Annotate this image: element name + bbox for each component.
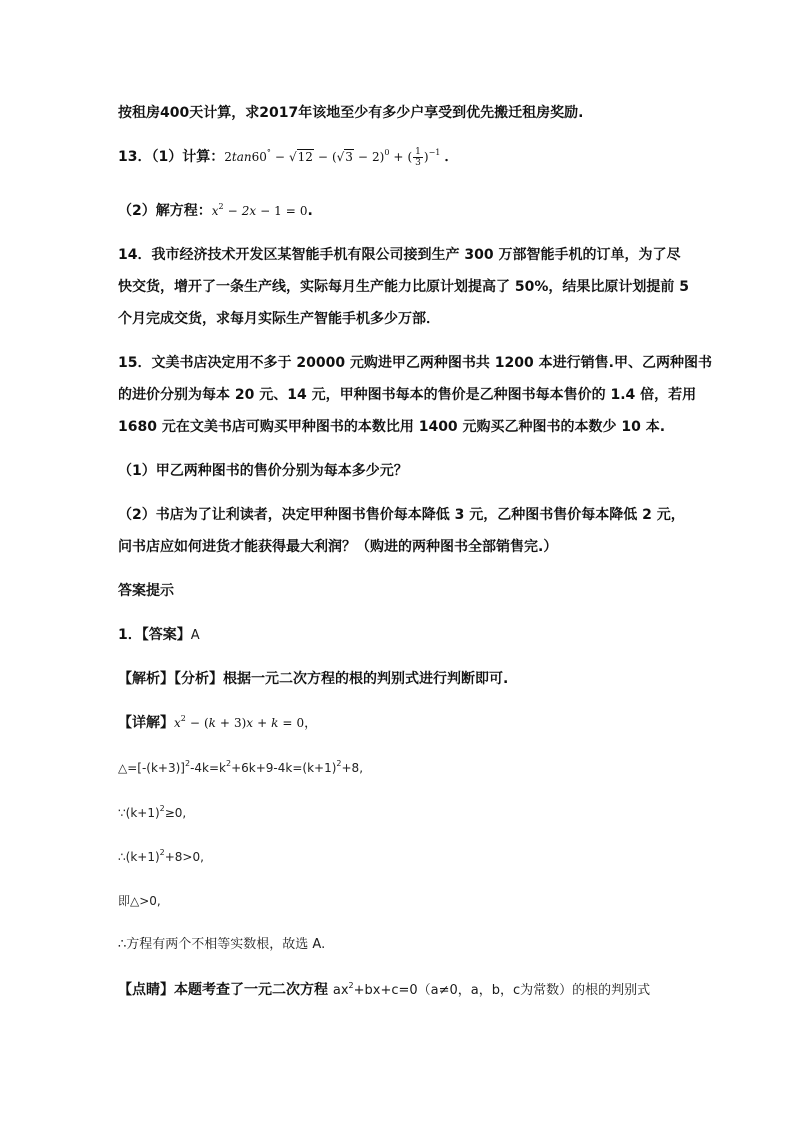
math-token: + bbox=[393, 150, 404, 164]
math-token: k bbox=[271, 716, 279, 730]
math-token: − bbox=[227, 204, 238, 218]
detail-expression bbox=[174, 716, 304, 730]
q13-part2-label: （2）解方程： bbox=[118, 203, 212, 219]
answer-1-line bbox=[118, 625, 200, 646]
analysis-text: 【解析】【分析】根据一元二次方程的根的判别式进行判断即可. bbox=[118, 671, 509, 687]
math-token: 2 bbox=[371, 150, 380, 164]
fraction-numerator: 1 bbox=[415, 147, 421, 157]
conclusion-line: ∴方程有两个不相等实数根，故选 A. bbox=[118, 937, 326, 952]
math-token: +6k+9-4k=(k+1) bbox=[231, 761, 337, 775]
math-token: ° bbox=[266, 148, 271, 157]
math-token: − bbox=[189, 716, 200, 730]
q15-sub1: （1）甲乙两种图书的售价分别为每本多少元？ bbox=[118, 463, 408, 479]
equation-expression bbox=[212, 204, 308, 218]
q13-part1-line bbox=[118, 147, 458, 168]
math-token: 3 bbox=[345, 150, 353, 164]
math-token: x bbox=[211, 204, 219, 218]
math-token: ( bbox=[203, 716, 209, 730]
math-token: 60 bbox=[251, 150, 267, 164]
math-token: 0 bbox=[296, 716, 305, 730]
math-token: k bbox=[208, 716, 216, 730]
q15-line: 15．文美书店决定用不多于 20000 元购进甲乙两种图书共 1200 本进行销售.甲、乙两种图书 bbox=[118, 355, 712, 371]
math-token: = bbox=[282, 716, 293, 730]
math-token: −1 bbox=[428, 148, 441, 157]
math-token: 2x bbox=[241, 204, 257, 218]
math-token: − bbox=[317, 150, 328, 164]
delta-line bbox=[118, 758, 363, 778]
math-token: + bbox=[219, 716, 230, 730]
math-token: 3 bbox=[233, 716, 242, 730]
math-token: 0 bbox=[299, 204, 308, 218]
math-token: 2 bbox=[218, 202, 224, 211]
math-token: ) bbox=[423, 150, 429, 164]
math-token: 2 bbox=[348, 981, 354, 990]
q15-sub2-line: （2）书店为了让利读者，决定甲种图书售价每本降低 3 元，乙种图书售价每本降低 2 元， bbox=[118, 507, 685, 523]
q15-sub2-line: 问书店应如何进货才能获得最大利润？（购进的两种图书全部销售完.） bbox=[118, 539, 558, 555]
because-line bbox=[118, 803, 186, 823]
q12-tail-text: 按租房400天计算，求2017年该地至少有多少户享受到优先搬迁租房奖励. bbox=[118, 105, 584, 121]
answer-1-label: 1．【答案】 bbox=[118, 627, 191, 643]
math-token: 2 bbox=[180, 714, 186, 723]
answers-heading: 答案提示 bbox=[118, 583, 174, 599]
q15-line: 1680 元在文美书店可购买甲种图书的本数比用 1400 元购买乙种图书的本数少 10 本. bbox=[118, 419, 666, 435]
math-token: − bbox=[274, 150, 285, 164]
answer-1-value: A bbox=[190, 628, 200, 643]
fraction-denominator: 3 bbox=[415, 158, 421, 168]
math-token: +8, bbox=[341, 761, 364, 775]
math-token: ∴(k+1) bbox=[118, 850, 160, 864]
math-token: ∵(k+1) bbox=[118, 806, 160, 820]
math-token: △=[-(k+3)] bbox=[118, 761, 185, 775]
math-token: ax bbox=[332, 983, 349, 998]
math-token: 0 bbox=[384, 148, 390, 157]
therefore-line bbox=[118, 847, 204, 867]
math-token: 2 bbox=[159, 804, 165, 813]
calc-expression bbox=[224, 147, 441, 168]
detail-end: ， bbox=[304, 716, 318, 731]
q15-line: 的进价分别为每本 20 元、14 元，甲种图书每本的售价是乙种图书每本售价的 1.4 倍，若用 bbox=[118, 387, 697, 403]
q13-part2-end: . bbox=[307, 203, 313, 219]
radical-sign: √ bbox=[288, 150, 297, 164]
q13-part1-end: ． bbox=[444, 149, 459, 165]
hence-line: 即△>0, bbox=[118, 894, 161, 908]
math-token: − bbox=[357, 150, 368, 164]
math-token: 2 bbox=[224, 150, 232, 164]
math-token: tan bbox=[231, 150, 252, 164]
math-token: + bbox=[257, 716, 268, 730]
q14-line: 个月完成交货，求每月实际生产智能手机多少万部． bbox=[118, 311, 440, 327]
q14-line: 14．我市经济技术开发区某智能手机有限公司接到生产 300 万部智能手机的订单，为了尽 bbox=[118, 247, 681, 263]
math-token: − bbox=[260, 204, 271, 218]
math-token: ≥0, bbox=[164, 806, 187, 820]
math-token: +bx+c=0（a≠0，a，b，c为常数）的根的判别式 bbox=[353, 983, 651, 998]
math-token: = bbox=[285, 204, 296, 218]
detail-label: 【详解】 bbox=[118, 715, 174, 731]
math-token: ) bbox=[241, 716, 247, 730]
math-token: -4k=k bbox=[190, 761, 226, 775]
math-token: 12 bbox=[297, 150, 313, 164]
math-token: x bbox=[174, 716, 181, 730]
comment-line bbox=[118, 980, 650, 1001]
math-token: ) bbox=[379, 150, 385, 164]
q13-part1-label: 13．（1）计算： bbox=[118, 149, 225, 165]
math-token: 1 bbox=[274, 204, 282, 218]
math-token: +8>0, bbox=[164, 850, 204, 864]
q14-line: 快交货，增开了一条生产线，实际每月生产能力比原计划提高了 50%，结果比原计划提前 5 bbox=[118, 279, 689, 295]
math-token: 2 bbox=[336, 759, 342, 768]
math-token: ( bbox=[331, 150, 337, 164]
math-token: 2 bbox=[184, 759, 191, 768]
math-token: 2 bbox=[226, 759, 232, 768]
math-token: x bbox=[246, 716, 254, 730]
radical-sign: √ bbox=[336, 150, 345, 164]
q13-part2-line bbox=[118, 201, 313, 221]
math-token: ( bbox=[407, 150, 413, 164]
detail-line bbox=[118, 713, 317, 734]
fraction bbox=[413, 147, 423, 168]
comment-label: 【点睛】本题考查了一元二次方程 bbox=[118, 982, 333, 998]
math-token: 2 bbox=[159, 848, 165, 857]
